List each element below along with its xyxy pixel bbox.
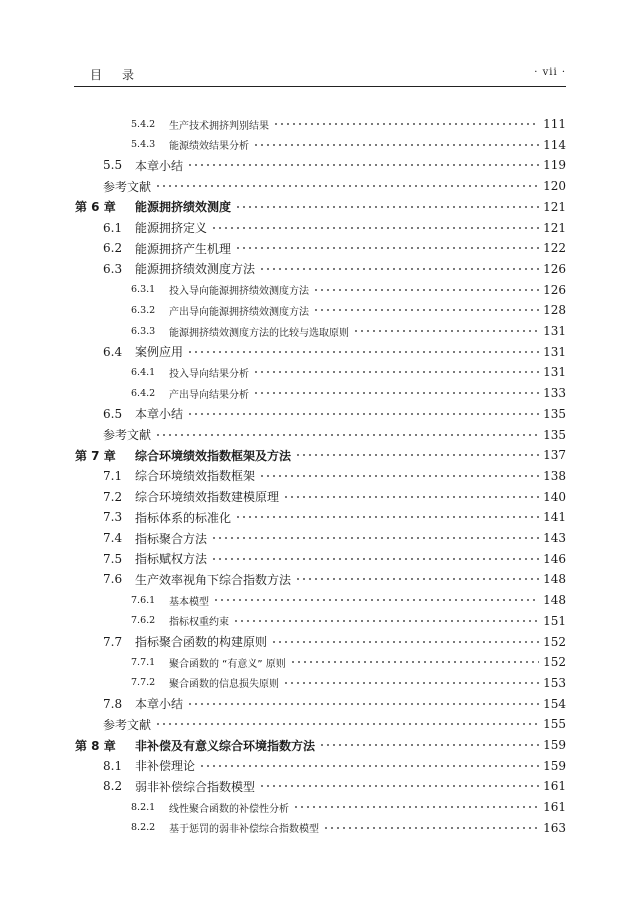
toc-section-entry	[131, 280, 566, 300]
dot-leader	[235, 201, 539, 213]
toc-entry-title: 指标体系的标准化	[135, 510, 232, 525]
toc-section-entry	[131, 652, 566, 672]
toc-entry-page: 131	[543, 344, 566, 359]
toc-entry-number: 6.3.3	[131, 325, 156, 337]
toc-entry-title: 参考文献	[103, 179, 152, 194]
dot-leader	[295, 449, 539, 461]
toc-references-entry	[103, 425, 566, 445]
toc-entry-number: 第 6 章	[75, 200, 116, 215]
toc-entry-page: 143	[543, 531, 566, 545]
toc-section-entry	[103, 632, 566, 652]
dot-leader	[211, 532, 539, 544]
toc-entry-page: 155	[543, 717, 566, 732]
toc-entry-number: 第 7 章	[75, 448, 116, 463]
dot-leader	[353, 325, 539, 337]
toc-entry-title: 能源拥挤定义	[135, 221, 208, 235]
dot-leader	[283, 491, 539, 503]
toc-section-entry	[103, 466, 566, 486]
toc-section-entry	[131, 135, 566, 155]
toc-entry-page: 119	[543, 158, 566, 173]
toc-entry-title: 案例应用	[135, 345, 184, 360]
toc-entry-page: 126	[543, 282, 566, 297]
toc-entry-page: 135	[543, 406, 566, 421]
toc-section-entry	[103, 342, 566, 362]
dot-leader	[319, 739, 539, 751]
toc-entry-page: 141	[543, 510, 566, 525]
toc-entry-number: 8.2.1	[131, 801, 156, 813]
dot-leader	[293, 801, 539, 813]
toc-entry-title: 指标聚合方法	[135, 531, 208, 546]
toc-entry-title: 综合环境绩效指数建模原理	[135, 490, 280, 505]
toc-entry-number: 6.4.2	[131, 387, 156, 399]
toc-entry-page: 148	[543, 593, 566, 608]
toc-entry-title: 基于惩罚的弱非补偿综合指数模型	[169, 824, 319, 836]
toc-entry-title: 基本模型	[169, 596, 209, 608]
toc-entry-page: 120	[543, 179, 566, 194]
toc-entry-number: 7.5	[103, 551, 123, 566]
toc-section-entry	[131, 797, 566, 817]
toc-section-entry	[103, 507, 566, 527]
toc-section-entry	[131, 321, 566, 341]
toc-section-entry	[103, 155, 566, 175]
toc-entry-title: 能源拥挤绩效测度方法	[135, 262, 256, 277]
toc-entry-page: 153	[543, 675, 566, 690]
toc-entry-page: 152	[543, 655, 566, 670]
toc-entry-page: 159	[543, 758, 566, 773]
toc-entry-number: 7.6.2	[131, 615, 156, 627]
dot-leader	[155, 718, 539, 730]
dot-leader	[313, 284, 539, 296]
toc-entry-number: 7.2	[103, 489, 123, 504]
toc-references-entry	[103, 714, 566, 734]
toc-entry-number: 7.6.1	[131, 594, 156, 606]
toc-entry-title: 综合环境绩效指数框架	[135, 469, 256, 484]
toc-entry-page: 152	[543, 634, 566, 649]
dot-leader	[259, 780, 539, 792]
toc-entry-number: 7.4	[103, 531, 123, 545]
toc-section-entry	[103, 756, 566, 776]
toc-entry-title: 指标赋权方法	[135, 552, 208, 567]
toc-section-entry	[131, 673, 566, 693]
toc-section-entry	[103, 259, 566, 279]
toc-section-entry	[131, 300, 566, 320]
toc-section-entry	[103, 694, 566, 714]
toc-section-entry	[103, 549, 566, 569]
toc-section-entry	[131, 114, 566, 134]
dot-leader	[187, 408, 539, 420]
toc-entry-page: 133	[543, 386, 566, 401]
toc-entry-title: 生产技术拥挤判别结果	[169, 120, 269, 132]
toc-entry-number: 8.2.2	[131, 822, 156, 834]
toc-entry-title: 指标权重约束	[169, 617, 229, 629]
toc-entry-number: 6.3	[103, 261, 123, 276]
toc-entry-page: 121	[543, 220, 566, 235]
toc-entry-page: 161	[543, 800, 566, 815]
toc-entry-title: 综合环境绩效指数框架及方法	[135, 448, 292, 463]
toc-entry-page: 126	[543, 261, 566, 276]
toc-entry-title: 非补偿及有意义综合环境指数方法	[135, 738, 316, 753]
toc-entry-page: 146	[543, 551, 566, 566]
toc-entry-title: 参考文献	[103, 428, 152, 442]
toc-entry-title: 投入导向结果分析	[169, 368, 249, 380]
toc-entry-page: 122	[543, 241, 566, 256]
toc-entry-number: 7.1	[103, 468, 123, 483]
toc-section-entry	[103, 569, 566, 589]
toc-section-entry	[131, 611, 566, 631]
toc-entry-number: 第 8 章	[75, 738, 116, 753]
dot-leader	[273, 118, 539, 130]
toc-entry-title: 聚合函数的信息损失原则	[169, 679, 279, 691]
toc-entry-page: 111	[543, 117, 566, 131]
toc-section-entry	[103, 487, 566, 507]
toc-entry-number: 7.7.2	[131, 677, 156, 689]
toc-chapter-entry	[75, 445, 566, 465]
toc-entry-number: 8.1	[103, 758, 123, 773]
header-title: 目录	[90, 68, 155, 82]
toc-entry-number: 6.3.2	[131, 304, 156, 316]
toc-entry-number: 7.8	[103, 696, 123, 711]
dot-leader	[259, 470, 539, 482]
toc-entry-title: 能源拥挤绩效测度方法的比较与选取原则	[169, 327, 349, 339]
toc-references-entry	[103, 176, 566, 196]
dot-leader	[187, 698, 539, 710]
toc-entry-number: 6.3.1	[131, 284, 156, 296]
toc-entry-page: 138	[543, 468, 566, 483]
toc-entry-page: 163	[543, 820, 566, 835]
toc-entry-title: 弱非补偿综合指数模型	[135, 779, 256, 794]
toc-entry-page: 131	[543, 365, 566, 380]
toc-entry-number: 6.4.1	[131, 366, 156, 378]
toc-entry-page: 154	[543, 696, 566, 711]
toc-entry-page: 137	[543, 448, 566, 463]
toc-section-entry	[103, 238, 566, 258]
toc-entry-number: 7.3	[103, 510, 123, 525]
toc-entry-number: 8.2	[103, 779, 123, 794]
toc-entry-number: 7.7	[103, 634, 123, 649]
toc-section-entry	[131, 362, 566, 382]
toc-entry-number: 5.5	[103, 158, 123, 173]
toc-entry-page: 114	[543, 137, 566, 152]
dot-leader	[199, 760, 539, 772]
toc-section-entry	[131, 383, 566, 403]
dot-leader	[155, 180, 539, 192]
dot-leader	[213, 594, 539, 606]
dot-leader	[259, 263, 539, 275]
toc-entry-page: 135	[543, 427, 566, 442]
toc-entry-title: 投入导向能源拥挤绩效测度方法	[169, 286, 309, 298]
dot-leader	[290, 656, 539, 668]
toc-entry-title: 参考文献	[103, 717, 152, 732]
dot-leader	[187, 159, 539, 171]
toc-entry-title: 本章小结	[135, 407, 184, 422]
toc-entry-number: 7.6	[103, 572, 123, 587]
toc-section-entry	[103, 218, 566, 238]
toc-entry-number: 5.4.3	[131, 139, 156, 151]
toc-entry-title: 能源拥挤绩效测度	[135, 200, 232, 215]
toc-entry-page: 151	[543, 613, 566, 628]
toc-entry-number: 6.1	[103, 220, 123, 235]
dot-leader	[155, 429, 539, 441]
dot-leader	[253, 139, 539, 151]
toc-section-entry	[103, 528, 566, 548]
toc-entry-title: 聚合函数的 “有意义” 原则	[169, 658, 286, 670]
toc-section-entry	[103, 404, 566, 424]
toc-entry-title: 能源拥挤产生机理	[135, 241, 232, 256]
toc-entry-title: 产出导向能源拥挤绩效测度方法	[169, 306, 309, 318]
dot-leader	[235, 242, 539, 254]
dot-leader	[253, 366, 539, 378]
toc-entry-page: 121	[543, 199, 566, 214]
toc-entry-title: 指标聚合函数的构建原则	[135, 635, 268, 649]
dot-leader	[235, 511, 539, 523]
running-header	[74, 66, 566, 87]
dot-leader	[271, 636, 539, 648]
toc-entry-page: 140	[543, 489, 566, 504]
toc-entry-number: 6.2	[103, 241, 123, 256]
dot-leader	[211, 553, 539, 565]
dot-leader	[187, 346, 539, 358]
toc-section-entry	[103, 776, 566, 796]
toc-entry-page: 128	[543, 303, 566, 318]
toc-chapter-entry	[75, 735, 566, 755]
toc-entry-number: 5.4.2	[131, 118, 156, 130]
toc-entry-title: 产出导向结果分析	[169, 389, 249, 401]
toc-entry-title: 本章小结	[135, 158, 184, 173]
dot-leader	[283, 677, 539, 689]
toc-entry-page: 148	[543, 572, 566, 587]
toc-section-entry	[131, 818, 566, 838]
toc-section-entry	[131, 590, 566, 610]
toc-entry-title: 线性聚合函数的补偿性分析	[169, 803, 289, 815]
toc-entry-number: 7.7.1	[131, 656, 156, 668]
toc-chapter-entry	[75, 197, 566, 217]
toc-entry-title: 能源绩效结果分析	[169, 141, 249, 153]
dot-leader	[295, 573, 539, 585]
dot-leader	[253, 387, 539, 399]
toc-entry-number: 6.4	[103, 344, 123, 359]
toc-entry-page: 161	[543, 779, 566, 794]
dot-leader	[211, 222, 539, 234]
toc-entry-page: 159	[543, 738, 566, 752]
dot-leader	[313, 304, 539, 316]
toc-entry-title: 生产效率视角下综合指数方法	[135, 572, 292, 587]
header-page-number: · vii ·	[534, 67, 566, 78]
dot-leader	[233, 615, 539, 627]
toc-entry-title: 非补偿理论	[135, 759, 196, 774]
toc-entry-title: 本章小结	[135, 697, 184, 712]
toc-entry-page: 131	[543, 324, 566, 338]
toc-entry-number: 6.5	[103, 406, 123, 421]
dot-leader	[323, 822, 539, 834]
